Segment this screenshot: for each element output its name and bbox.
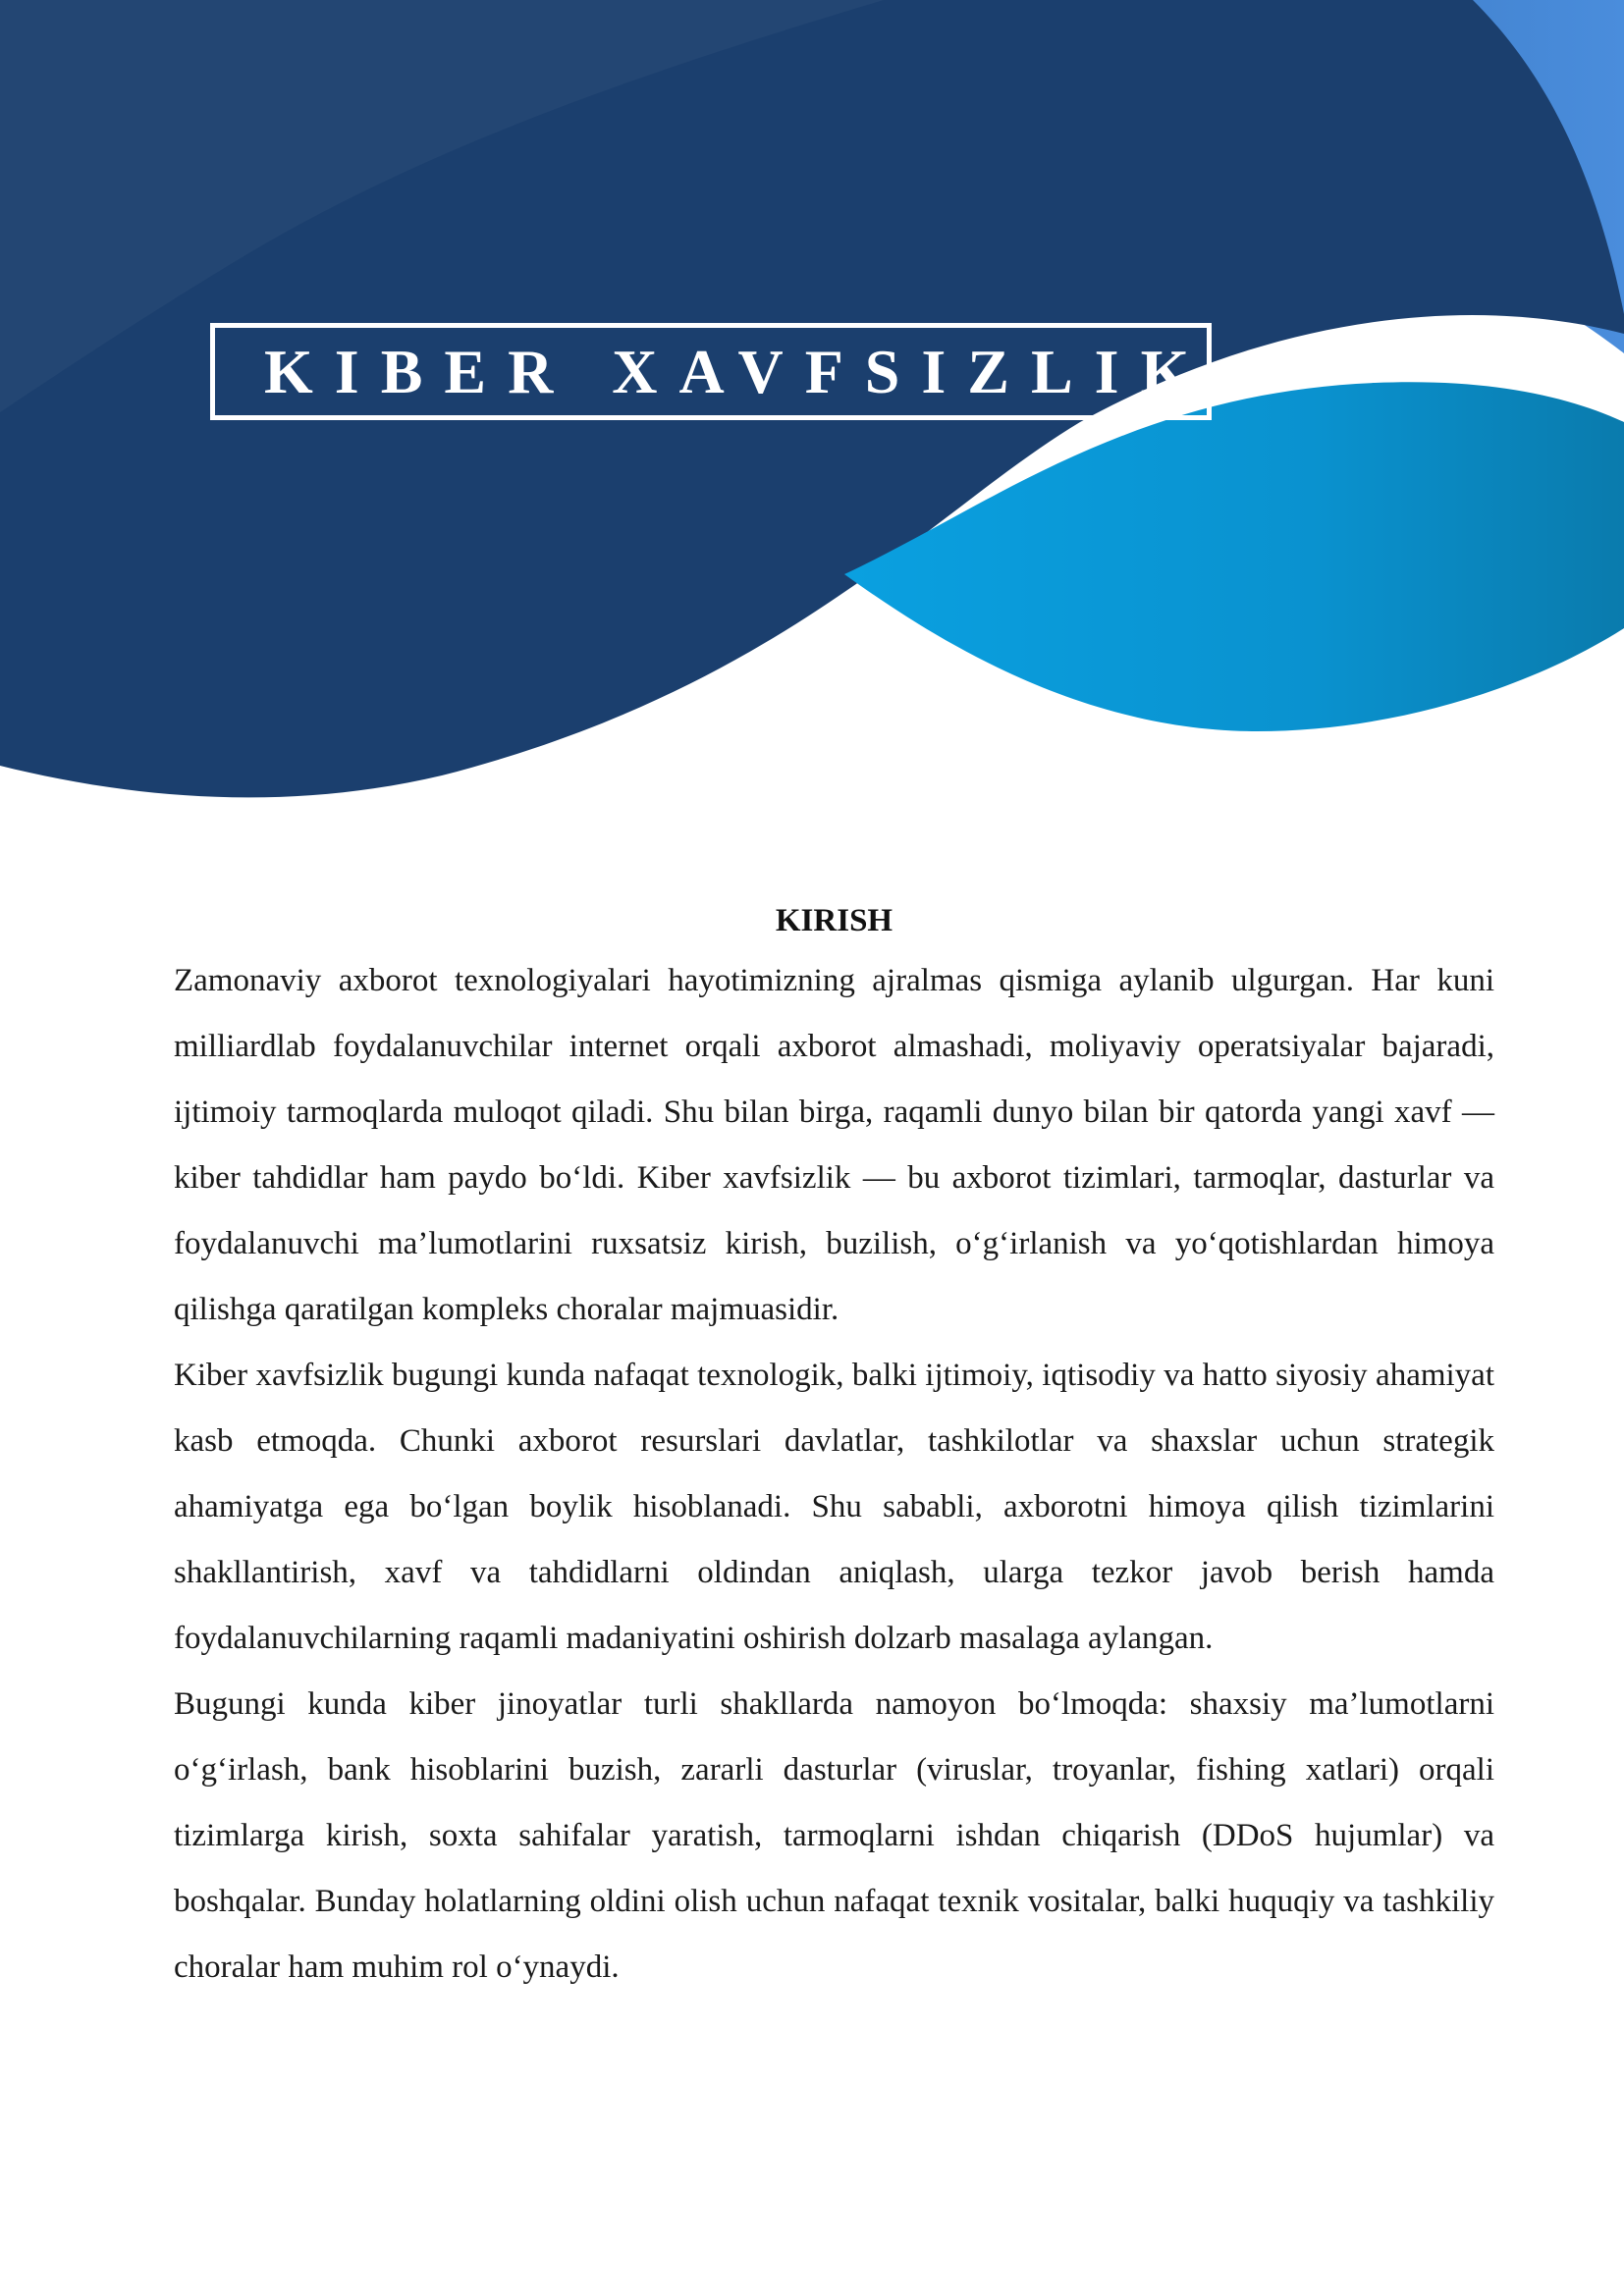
paragraph-intro: Zamonaviy axborot texnologiyalari hayotimizning ajralmas qismiga aylanib ulgurgan. Har kuni milliardlab foydalanuvchilar internet orqali axborot almashadi, moliyaviy operatsiyalar bajaradi, ijtimoiy tarmoqlarda muloqot qiladi. Shu bilan birga, raqamli dunyo bilan bir qatorda yangi xavf — kiber tahdidlar ham paydo bo‘ldi. Kiber xavfsizlik — bu axborot tizimlari, tarmoqlar, dasturlar va foydalanuvchi ma’lumotlarini ruxsatsiz kirish, buzilish, o‘g‘irlanish va yo‘qotishlardan himoya qilishga qaratilgan kompleks choralar majmuasidir. [174,963,1494,1327]
section-heading: KIRISH [775,903,893,938]
cover-title: KIBER XAVFSIZLIK [264,336,1212,406]
document-body [174,893,1494,2001]
paragraph-importance: Kiber xavfsizlik bugungi kunda nafaqat texnologik, balki ijtimoiy, iqtisodiy va hatto siyosiy ahamiyat kasb etmoqda. Chunki axborot resurslari davlatlar, tashkilotlar va shaxslar uchun strategik ahamiyatga ega bo‘lgan boylik hisoblanadi. Shu sababli, axborotni himoya qilish tizimlarini shakllantirish, xavf va tahdidlarni oldindan aniqlash, ularga tezkor javob berish hamda foydalanuvchilarning raqamli madaniyatini oshirish dolzarb masalaga aylangan. [174,1358,1494,1656]
paragraph-threats: Bugungi kunda kiber jinoyatlar turli shakllarda namoyon bo‘lmoqda: shaxsiy ma’lumotlarni o‘g‘irlash, bank hisoblarini buzish, zararli dasturlar (viruslar, troyanlar, fishing xatlari) orqali tizimlarga kirish, soxta sahifalar yaratish, tarmoqlarni ishdan chiqarish (DDoS hujumlar) va boshqalar. Bunday holatlarning oldini olish uchun nafaqat texnik vositalar, balki huquqiy va tashkiliy choralar ham muhim rol o‘ynaydi. [174,1686,1494,1985]
cover-title-box [210,323,1212,420]
